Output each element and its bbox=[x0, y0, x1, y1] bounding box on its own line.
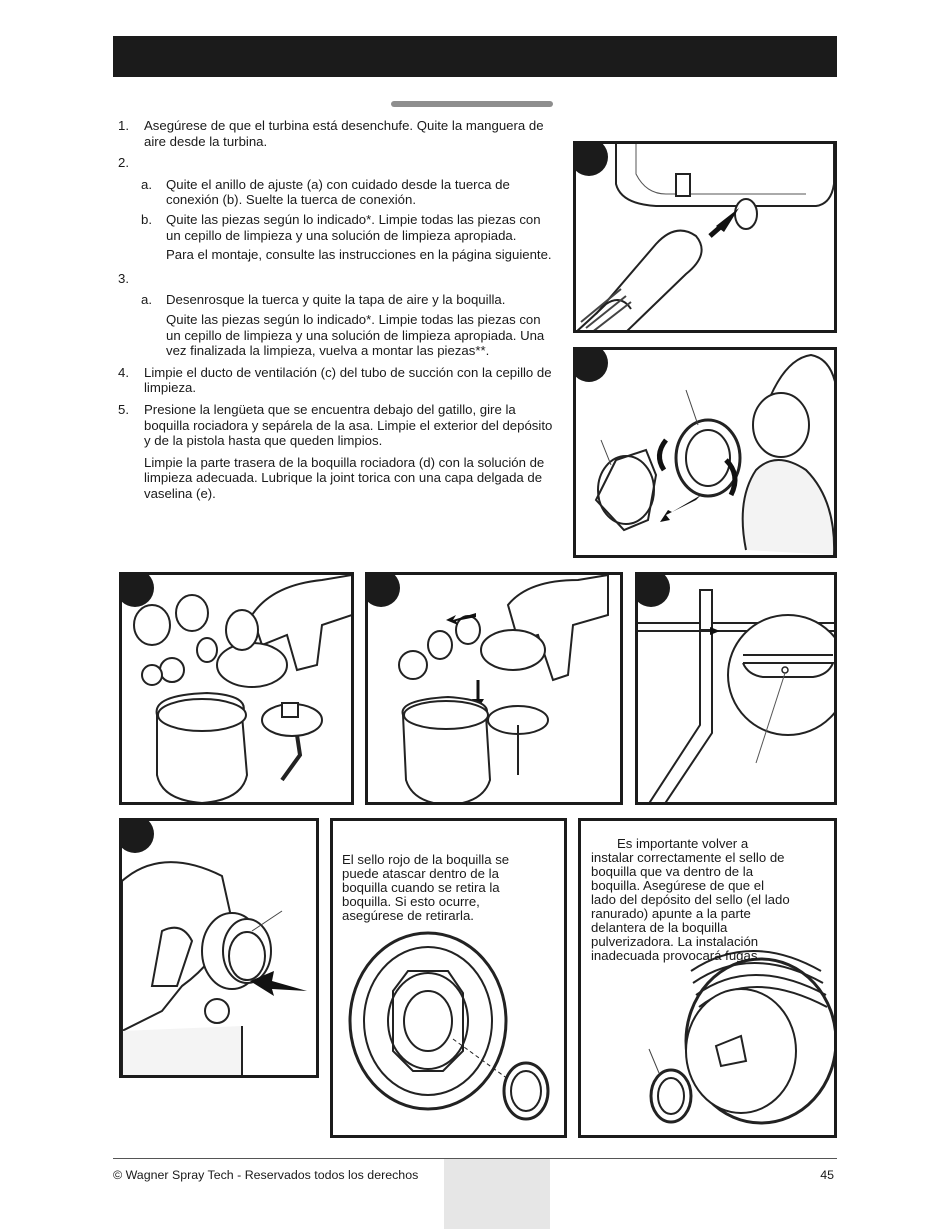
figure-seal-stuck bbox=[330, 818, 567, 1138]
instructions bbox=[118, 118, 558, 505]
turbine-hose-illustration bbox=[576, 144, 837, 333]
step-5: 5. Presione la lengüeta que se encuentra debajo del gatillo, gire la boquilla rociadora y sepárela de la asa. Limpie el exterior del depósito y de la pistola hasta que queden limpios. bbox=[118, 401, 553, 449]
figure-nozzle-attach bbox=[119, 818, 319, 1078]
step-3a: a. Desenrosque la tuerca y quite la tapa de aire y la boquilla. bbox=[141, 292, 506, 308]
footer-tab bbox=[444, 1159, 550, 1229]
figure-seal-install bbox=[578, 818, 837, 1138]
seal-install-note: Es importante volver a instalar correctamente el sello de boquilla que va dentro de la boquilla. Asegúrese de que el lado del depósito del sello (el lado ranurado) apunte a la parte delantera de la boquilla pulverizadora. La instalación inadecuada provocará fugas. bbox=[591, 836, 790, 963]
step-3a-continued: Quite las piezas según lo indicado*. Limpie todas las piezas con un cepillo de limpieza y una solución de limpieza apropiada. Una vez finalizada la limpieza, vuelva a montar las piezas**. bbox=[166, 311, 545, 359]
copyright: © Wagner Spray Tech - Reservados todos los derechos bbox=[113, 1168, 419, 1182]
step-2a: a. Quite el anillo de ajuste (a) con cuidado desde la tuerca de conexión (b). Suelte la tuerca de conexión. bbox=[141, 176, 510, 208]
page-number: 45 bbox=[820, 1168, 834, 1182]
step-4: 4. Limpie el ducto de ventilación (c) del tubo de succión con la cepillo de limpieza. bbox=[118, 364, 552, 396]
exploded-gun-illustration bbox=[122, 575, 354, 805]
step-2b: b. Quite las piezas según lo indicado*. Limpie todas las piezas con un cepillo de limpieza y una solución de limpieza apropiada. bbox=[141, 211, 541, 243]
step-2: 2. bbox=[118, 155, 129, 171]
step-5-continued: Limpie la parte trasera de la boquilla rociadora (d) con la solución de limpieza adecuada. Lubrique la joint torica con una capa delgada de vaselina (e). bbox=[144, 454, 545, 501]
header-bar bbox=[113, 36, 837, 77]
figure-turbine-hose bbox=[573, 141, 837, 333]
figure-exploded-gun bbox=[119, 572, 354, 805]
section-rule bbox=[391, 101, 553, 107]
footer-rule bbox=[113, 1158, 837, 1159]
step-3: 3. bbox=[118, 270, 129, 286]
seal-stuck-note: El sello rojo de la boquilla se puede atascar dentro de la boquilla cuando se retira la boquilla. Si esto ocurre, asegúrese de retirarla. bbox=[342, 852, 510, 923]
nozzle-attach-illustration bbox=[122, 821, 319, 1078]
figure-exploded-gun-arrows bbox=[365, 572, 623, 805]
nozzle-ring-illustration bbox=[576, 350, 837, 558]
step-2b-continued: Para el montaje, consulte las instrucciones en la página siguiente. bbox=[166, 247, 552, 263]
figure-suction-tube bbox=[635, 572, 837, 805]
step-1: 1. Asegúrese de que el turbina está desenchufe. Quite la manguera de aire desde la turbina. bbox=[118, 118, 544, 149]
exploded-gun-arrows-illustration bbox=[368, 575, 623, 805]
suction-tube-illustration bbox=[638, 575, 837, 805]
figure-nozzle-ring bbox=[573, 347, 837, 558]
